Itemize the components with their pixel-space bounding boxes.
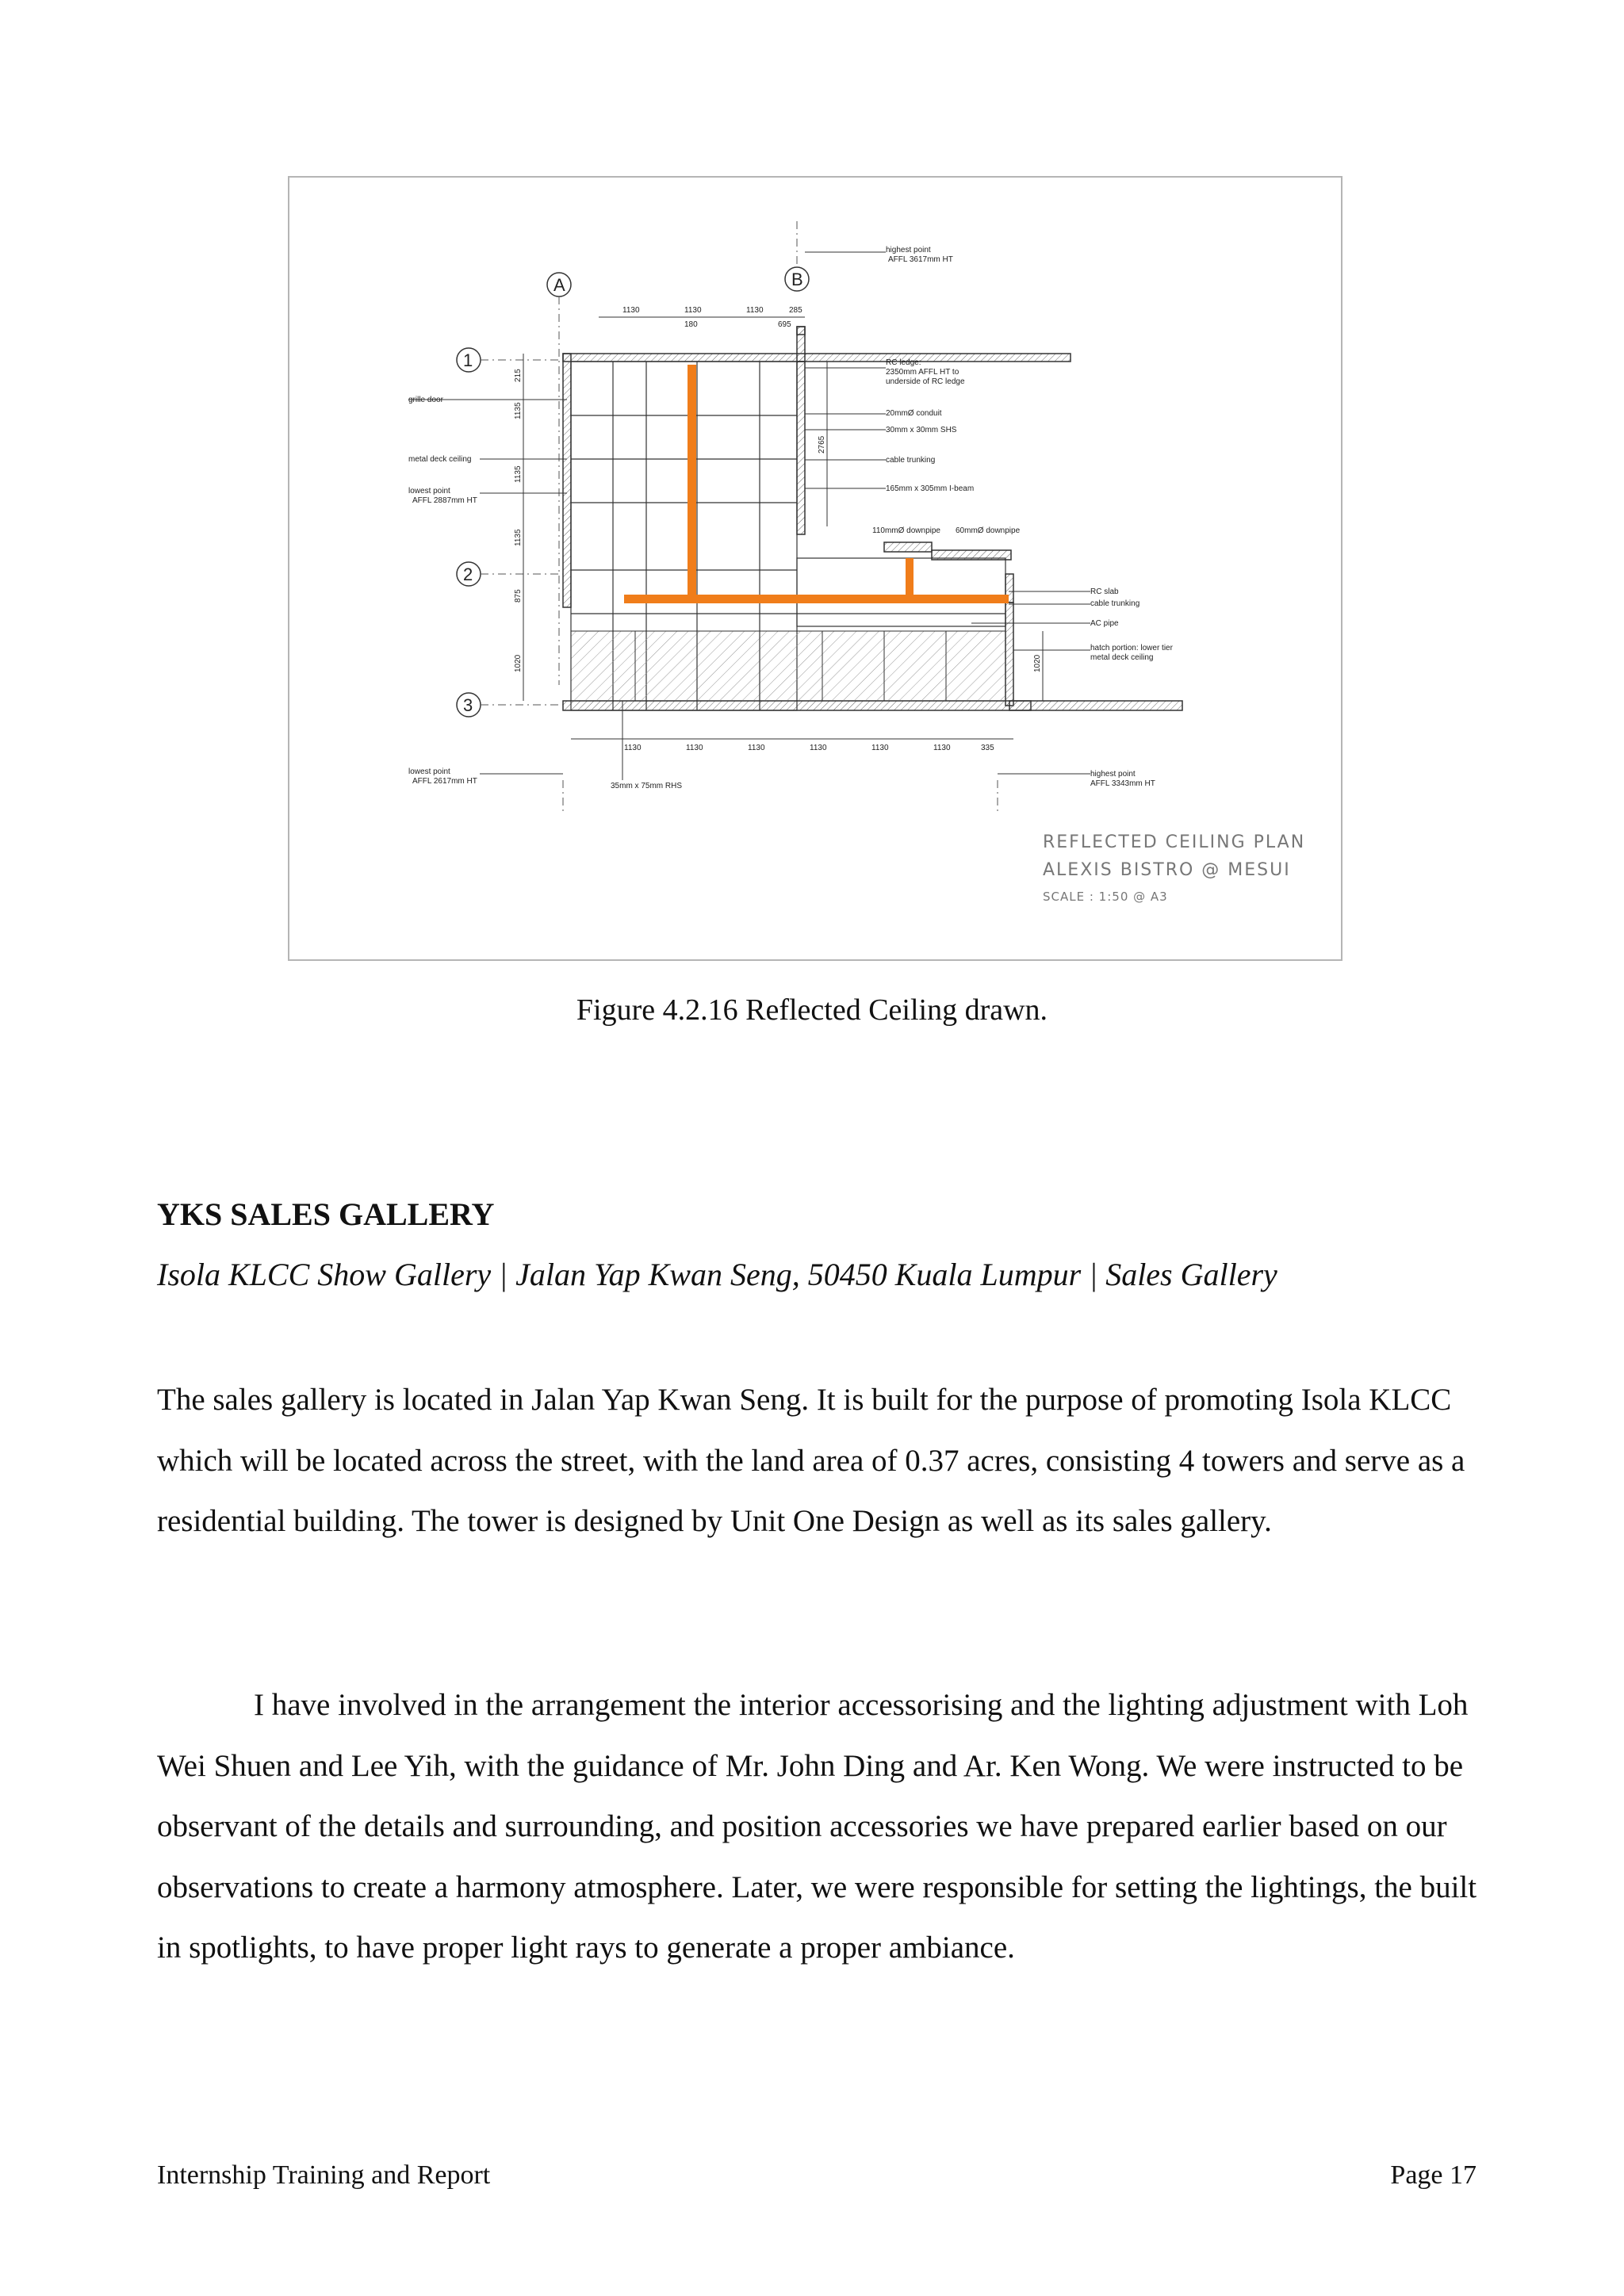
dim-bottom-6: 1130 (933, 744, 951, 752)
figure-frame (288, 176, 1342, 961)
dim-top-5: 180 (684, 320, 698, 329)
grid-label-1: 1 (463, 350, 473, 370)
grid-label-a: A (553, 275, 565, 295)
dim-left-5: 875 (514, 589, 523, 603)
label-metal-deck: metal deck ceiling (408, 455, 472, 464)
grid-axes (481, 221, 998, 812)
label-highest-top-2: AFFL 3617mm HT (888, 255, 953, 264)
label-grille-door: grille door (408, 396, 443, 404)
dim-top-2: 1130 (684, 306, 702, 315)
dim-left-3: 1135 (514, 465, 523, 483)
section-heading: YKS SALES GALLERY (157, 1196, 495, 1232)
dim-left-1: 215 (514, 369, 523, 382)
title-block-line2: ALEXIS BISTRO @ MESUI (1043, 860, 1291, 880)
footer-left: Internship Training and Report (157, 2160, 491, 2190)
dim-bottom-3: 1130 (748, 744, 765, 752)
label-downpipe-60: 60mmØ downpipe (956, 526, 1021, 535)
label-highest-bottom-1: highest point (1090, 770, 1136, 779)
section-subtitle: Isola KLCC Show Gallery | Jalan Yap Kwan Seng, 50450 Kuala Lumpur | Sales Gallery (157, 1257, 1277, 1292)
dim-bottom-1: 1130 (624, 744, 642, 752)
hatched-lower-tier (571, 631, 1005, 701)
label-rhs: 35mm x 75mm RHS (611, 782, 683, 790)
label-hatch-1: hatch portion: lower tier (1090, 644, 1173, 652)
label-rc-ledge-2: 2350mm AFFL HT to (886, 368, 959, 377)
paragraph-2: I have involved in the arrangement the interior accessorising and the lighting adjustment with Loh Wei Shuen and Lee Yih, with the guidance of Mr. John Ding and Ar. Ken Wong. We were instructed to be observant of the details and surrounding, and position accessories we have prepared earlier based on our observations to create a harmony atmosphere. Later, we were responsible for setting the lightings, the built in spotlights, to have proper light rays to generate a proper ambiance. (157, 1688, 1477, 1965)
label-hatch-2: metal deck ceiling (1090, 653, 1154, 662)
dim-ledge-2765: 2765 (818, 435, 826, 453)
label-cable-trunking: cable trunking (886, 456, 936, 465)
dim-left-6: 1020 (514, 654, 523, 672)
figure-caption: Figure 4.2.16 Reflected Ceiling drawn. (576, 993, 1048, 1027)
label-ac-pipe: AC pipe (1090, 619, 1119, 628)
dim-left-4: 1135 (514, 529, 523, 546)
label-highest-bottom-2: AFFL 3343mm HT (1090, 779, 1155, 788)
label-downpipe-110: 110mmØ downpipe (872, 526, 940, 535)
title-block-line1: REFLECTED CEILING PLAN (1043, 832, 1306, 852)
dim-top-6: 695 (778, 320, 791, 329)
label-lowest-bottom-2: AFFL 2617mm HT (412, 777, 477, 786)
label-cable-trunking-2: cable trunking (1090, 599, 1140, 608)
label-lowest-bottom-1: lowest point (408, 767, 450, 776)
dim-right-1020: 1020 (1033, 654, 1042, 672)
dim-bottom-5: 1130 (871, 744, 889, 752)
dim-top-3: 1130 (746, 306, 764, 315)
dim-top-1: 1130 (622, 306, 640, 315)
dim-left-2: 1135 (514, 402, 523, 419)
grid-label-3: 3 (463, 695, 473, 715)
grid-label-b: B (791, 270, 803, 289)
dim-top-4: 285 (789, 306, 802, 315)
reflected-ceiling-plan-drawing (289, 178, 1341, 959)
label-rc-ledge-1: RC ledge: (886, 358, 921, 367)
label-shs: 30mm x 30mm SHS (886, 426, 957, 434)
title-block-line3: SCALE : 1:50 @ A3 (1043, 890, 1168, 904)
label-conduit: 20mmØ conduit (886, 409, 942, 418)
grid-label-2: 2 (463, 564, 473, 584)
label-highest-top-1: highest point (886, 246, 931, 254)
label-ibeam: 165mm x 305mm I-beam (886, 484, 975, 493)
label-rc-slab: RC slab (1090, 587, 1119, 596)
page-number: Page 17 (1390, 2160, 1477, 2190)
paragraph-1: The sales gallery is located in Jalan Yap Kwan Seng. It is built for the purpose of promoting Isola KLCC which will be located across the street, with the land area of 0.37 acres, consisting 4 towers and serve as a residential building. The tower is designed by Unit One Design as well as its sales gallery. (157, 1383, 1465, 1538)
label-lowest-top-2: AFFL 2887mm HT (412, 496, 477, 505)
label-rc-ledge-3: underside of RC ledge (886, 377, 965, 386)
dim-bottom-2: 1130 (686, 744, 703, 752)
label-lowest-top-1: lowest point (408, 487, 450, 496)
dim-bottom-4: 1130 (810, 744, 827, 752)
dim-bottom-7: 335 (981, 744, 994, 752)
